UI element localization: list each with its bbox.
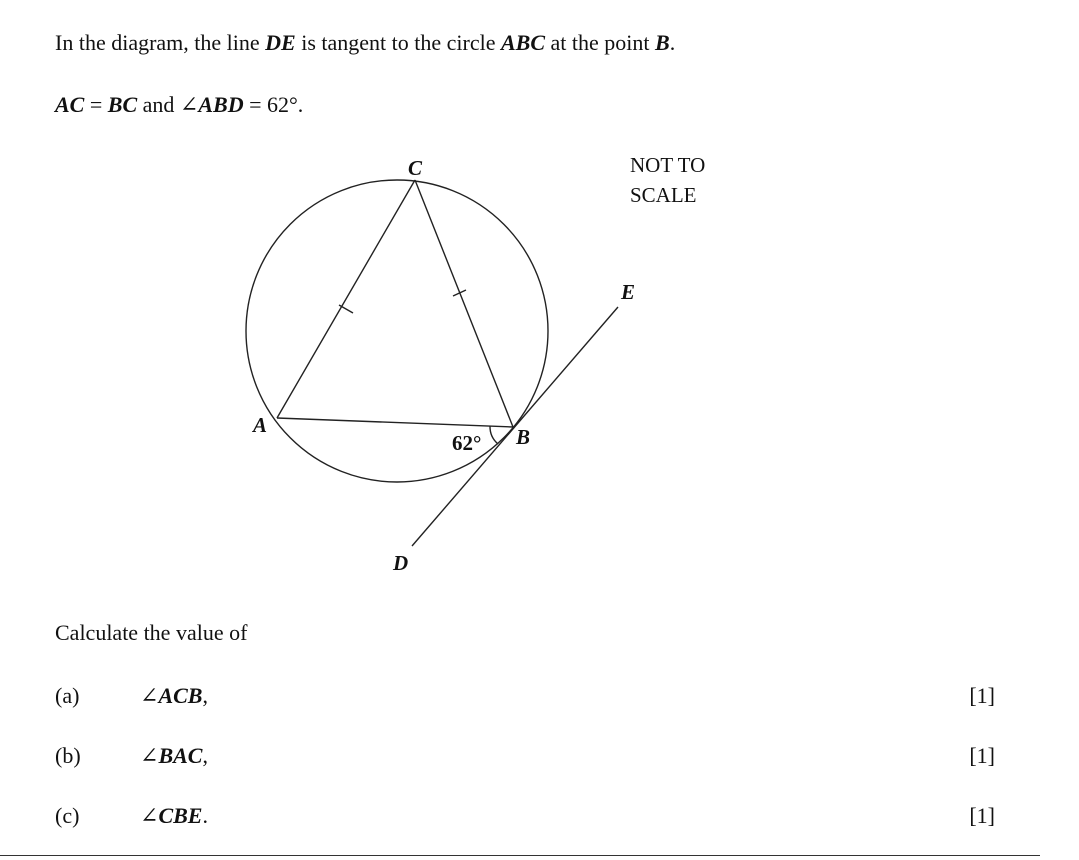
question-c-angle xyxy=(140,803,208,829)
question-b-marks: [1] xyxy=(969,743,995,768)
question-a-label: (a) xyxy=(55,683,80,708)
tangent-de xyxy=(412,307,618,546)
chord-bc xyxy=(415,180,513,427)
angle-icon: ∠ xyxy=(140,803,159,828)
circle-abc-label: ABC xyxy=(500,30,546,55)
angle-name: BAC xyxy=(158,743,203,768)
point-e-label: E xyxy=(621,280,636,304)
question-a-marks: [1] xyxy=(969,683,995,708)
given-text: and xyxy=(137,92,180,117)
point-a-label: A xyxy=(253,413,268,437)
intro-text: In the diagram, the line xyxy=(55,30,266,55)
angle-abd-label: ABD xyxy=(198,92,244,117)
intro-text: at the point xyxy=(545,30,655,55)
question-b-label: (b) xyxy=(55,743,81,768)
equals-sign: = xyxy=(84,92,108,117)
angle-icon: ∠ xyxy=(179,92,199,117)
punctuation: . xyxy=(202,803,208,828)
point-c-label: C xyxy=(408,156,423,180)
angle-name: ACB xyxy=(158,683,203,708)
point-b-label: B xyxy=(516,425,531,449)
question-c-marks: [1] xyxy=(969,803,995,828)
angle-icon: ∠ xyxy=(140,683,159,708)
question-prompt: Calculate the value of xyxy=(55,620,248,645)
intro-text: is tangent to the circle xyxy=(295,30,501,55)
intro-text: . xyxy=(669,30,676,55)
angle-name: CBE xyxy=(158,803,203,828)
question-c-label: (c) xyxy=(55,803,80,828)
not-to-scale-note: SCALE xyxy=(630,183,697,207)
angle-icon: ∠ xyxy=(140,743,159,768)
angle-arc-abd xyxy=(490,426,498,444)
given-value: = 62°. xyxy=(243,92,304,117)
point-b-label: B xyxy=(655,30,670,55)
question-b-angle xyxy=(140,743,208,769)
not-to-scale-note: NOT TO xyxy=(630,153,706,177)
line-de-label: DE xyxy=(265,30,296,55)
chord-ac xyxy=(277,180,415,418)
point-d-label: D xyxy=(393,551,409,575)
punctuation: , xyxy=(202,683,208,708)
segment-ac-label: AC xyxy=(55,92,85,117)
segment-bc-label: BC xyxy=(107,92,138,117)
angle-value-label: 62° xyxy=(452,431,482,455)
chord-ab xyxy=(277,418,513,427)
question-a-angle xyxy=(140,683,208,709)
bottom-rule xyxy=(0,855,1040,856)
circle-abc xyxy=(246,180,548,482)
equal-tick-ac xyxy=(339,305,353,313)
punctuation: , xyxy=(202,743,208,768)
